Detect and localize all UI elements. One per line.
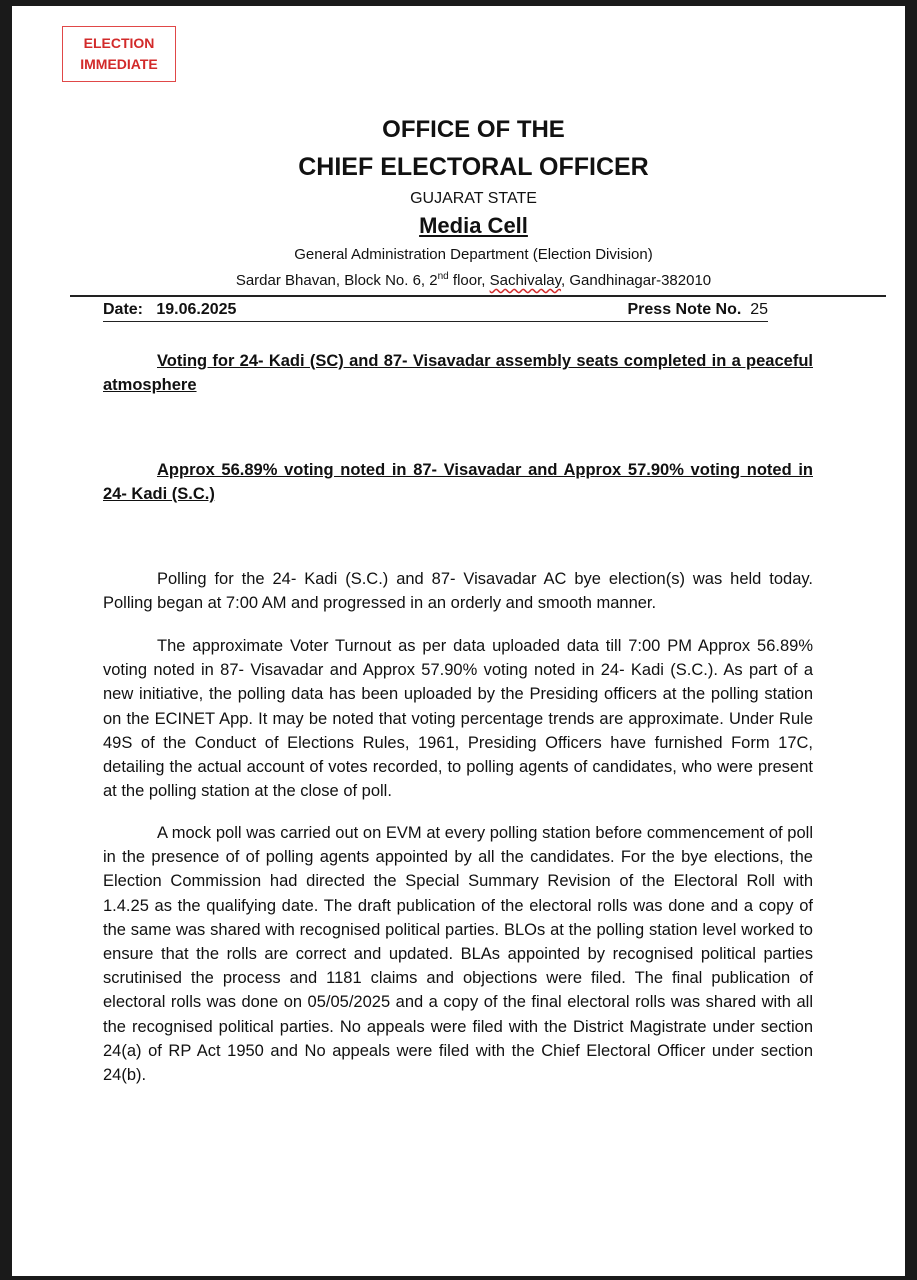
address-superscript: nd: [437, 271, 449, 282]
press-note-label: Press Note No.: [627, 301, 742, 318]
page-edge-top: [0, 0, 917, 6]
paragraph-1: Polling for the 24- Kadi (S.C.) and 87- Visavadar AC bye election(s) was held today. Polling began at 7:00 AM and progressed in an orderly and smooth manner.: [103, 570, 813, 613]
press-note-block: [628, 299, 769, 321]
address-part-2: floor,: [448, 272, 490, 289]
date-label: Date:: [103, 301, 144, 318]
address-sachivalay: Sachivalay: [489, 272, 562, 289]
paragraph-2: The approximate Voter Turnout as per data uploaded data till 7:00 PM Approx 56.89% voting noted in 87- Visavadar and Approx 57.90% voting noted in 24- Kadi (S.C.). As part of a new initiative, the polling data has been uploaded by the Presiding officers at the polling station on the ECINET App. It may be noted that voting percentage trends are approximate. Under Rule 49S of the Conduct of Elections Rules, 1961, Presiding Officers have furnished Form 17C, detailing the actual account of votes recorded, to polling agents of candidates, who were present at the polling station at the close of poll.: [103, 637, 813, 801]
press-note-number: 25: [750, 301, 768, 318]
office-title: OFFICE OF THE: [382, 116, 565, 143]
stamp-line-2: IMMEDIATE: [80, 56, 158, 72]
date-block: [103, 299, 236, 321]
page-edge-bottom: [0, 1276, 917, 1280]
headline-1: [103, 349, 813, 397]
headline-1-text: Voting for 24- Kadi (SC) and 87- Visavadar assembly seats completed in a peaceful atmosphere: [103, 352, 813, 394]
address-part-1: Sardar Bhavan, Block No. 6, 2: [235, 272, 438, 289]
headline-2-text: Approx 56.89% voting noted in 87- Visavadar and Approx 57.90% voting noted in 24- Kadi (S.C.): [103, 461, 813, 503]
state-name: GUJARAT STATE: [410, 190, 537, 207]
header-divider: [70, 295, 886, 297]
paragraph-3: A mock poll was carried out on EVM at every polling station before commencement of poll in the presence of of polling agents appointed by all the candidates. For the bye elections, the Election Commission had directed the Special Summary Revision of the Electoral Roll with 1.4.25 as the qualifying date. The draft publication of the electoral rolls was done and a copy of the same was shared with recognised political parties. BLOs at the polling station level worked to ensure that the rolls are correct and updated. BLAs appointed by recognised political parties scrutinised the process and 1181 claims and objections were filed. The final publication of electoral rolls was done on 05/05/2025 and a copy of the final electoral rolls was shared with all the recognised political parties. No appeals were filed with the District Magistrate under section 24(a) of RP Act 1950 and No appeals were filed with the Chief Electoral Officer under section 24(b).: [103, 824, 813, 1085]
office-address: [30, 266, 917, 292]
letterhead: [0, 112, 917, 292]
headline-2: [103, 458, 813, 506]
chief-electoral-officer-title: CHIEF ELECTORAL OFFICER: [298, 153, 649, 181]
date-value: 19.06.2025: [156, 301, 237, 318]
department-name: General Administration Department (Election Division): [294, 246, 653, 263]
address-part-3: , Gandhinagar-382010: [561, 272, 712, 289]
stamp-line-1: ELECTION: [83, 35, 155, 51]
date-press-note-line: [103, 299, 768, 322]
election-immediate-stamp: [62, 26, 176, 82]
media-cell-title: Media Cell: [419, 213, 528, 238]
